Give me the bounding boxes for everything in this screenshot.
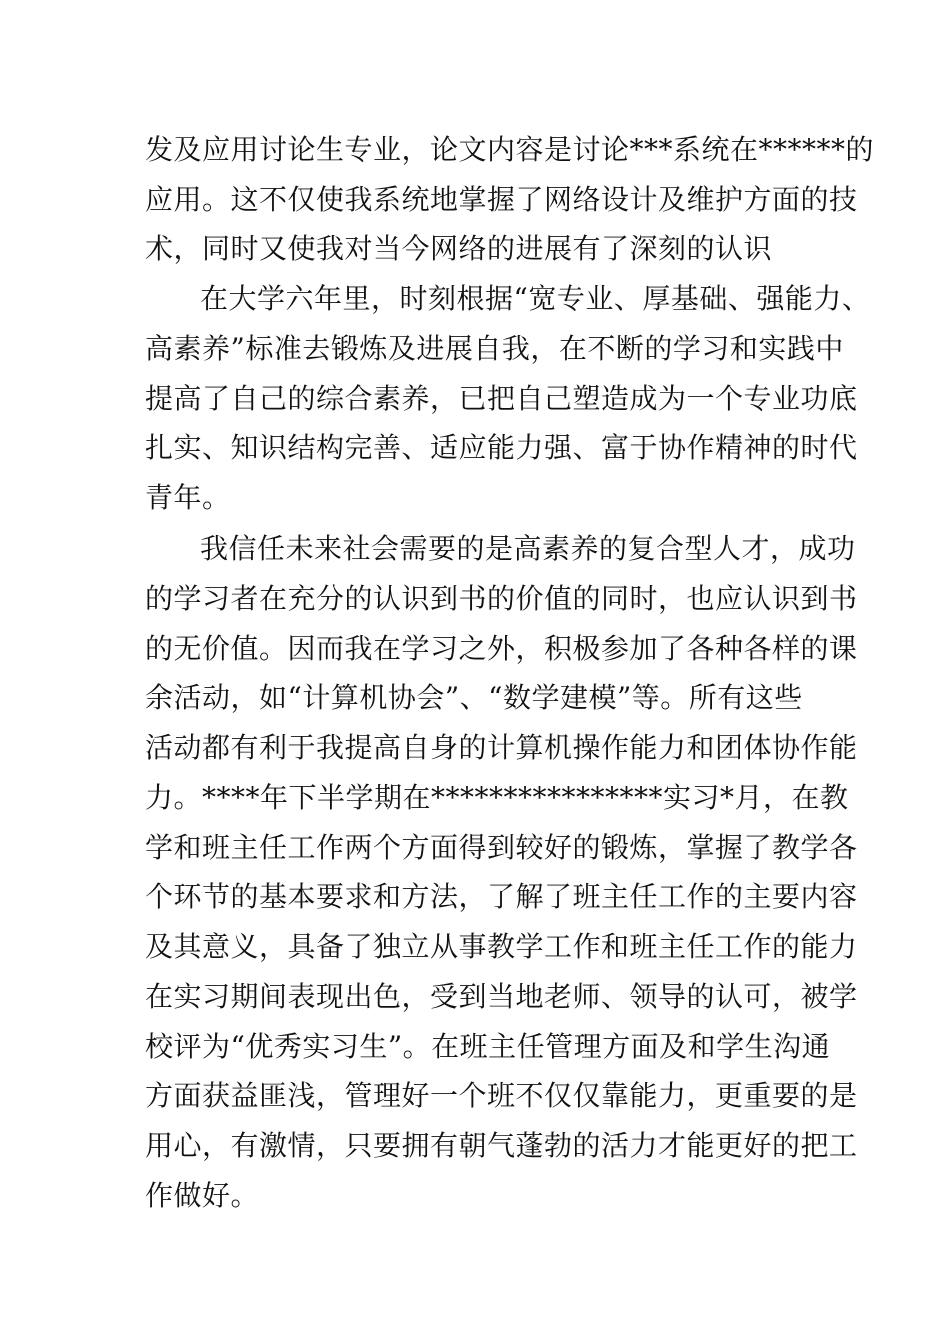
text-line: 在大学六年里，时刻根据“宽专业、厚基础、强能力、 bbox=[200, 282, 871, 315]
text-line: 作做好。 bbox=[145, 1179, 260, 1212]
text-line: 活动都有利于我提高自身的计算机操作能力和团体协作能 bbox=[145, 731, 858, 764]
text-line: 扎实、知识结构完善、适应能力强、富于协作精神的时代 bbox=[145, 431, 858, 464]
text-line: 余活动，如“计算机协会”、“数学建模”等。所有这些 bbox=[145, 681, 803, 714]
text-line: 术，同时又使我对当今网络的进展有了深刻的认识 bbox=[145, 232, 773, 265]
text-line: 青年。 bbox=[145, 481, 231, 514]
text-line: 在实习期间表现出色，受到当地老师、领导的认可，被学 bbox=[145, 980, 858, 1013]
text-line: 用心，有激情，只要拥有朝气蓬勃的活力才能更好的把工 bbox=[145, 1129, 858, 1162]
text-line: 个环节的基本要求和方法，了解了班主任工作的主要内容 bbox=[145, 880, 858, 913]
text-line: 高素养”标准去锻炼及进展自我，在不断的学习和实践中 bbox=[145, 332, 844, 365]
text-line: 学和班主任工作两个方面得到较好的锻炼，掌握了教学各 bbox=[145, 831, 858, 864]
text-line: 及其意义，具备了独立从事教学工作和班主任工作的能力 bbox=[145, 930, 858, 963]
text-line: 我信任未来社会需要的是高素养的复合型人才，成功 bbox=[200, 532, 856, 565]
text-line: 发及应用讨论生专业，论文内容是讨论***系统在******的 bbox=[145, 133, 875, 166]
text-line: 的无价值。因而我在学习之外，积极参加了各种各样的课 bbox=[145, 632, 858, 665]
text-line: 力。****年下半学期在****************实习*月，在教 bbox=[145, 781, 849, 814]
text-line: 应用。这不仅使我系统地掌握了网络设计及维护方面的技 bbox=[145, 183, 858, 216]
text-line: 方面获益匪浅，管理好一个班不仅仅靠能力，更重要的是 bbox=[145, 1079, 858, 1112]
text-line: 校评为“优秀实习生”。在班主任管理方面及和学生沟通 bbox=[145, 1030, 831, 1063]
text-line: 的学习者在充分的认识到书的价值的同时，也应认识到书 bbox=[145, 582, 858, 615]
text-line: 提高了自己的综合素养，已把自己塑造成为一个专业功底 bbox=[145, 382, 858, 415]
